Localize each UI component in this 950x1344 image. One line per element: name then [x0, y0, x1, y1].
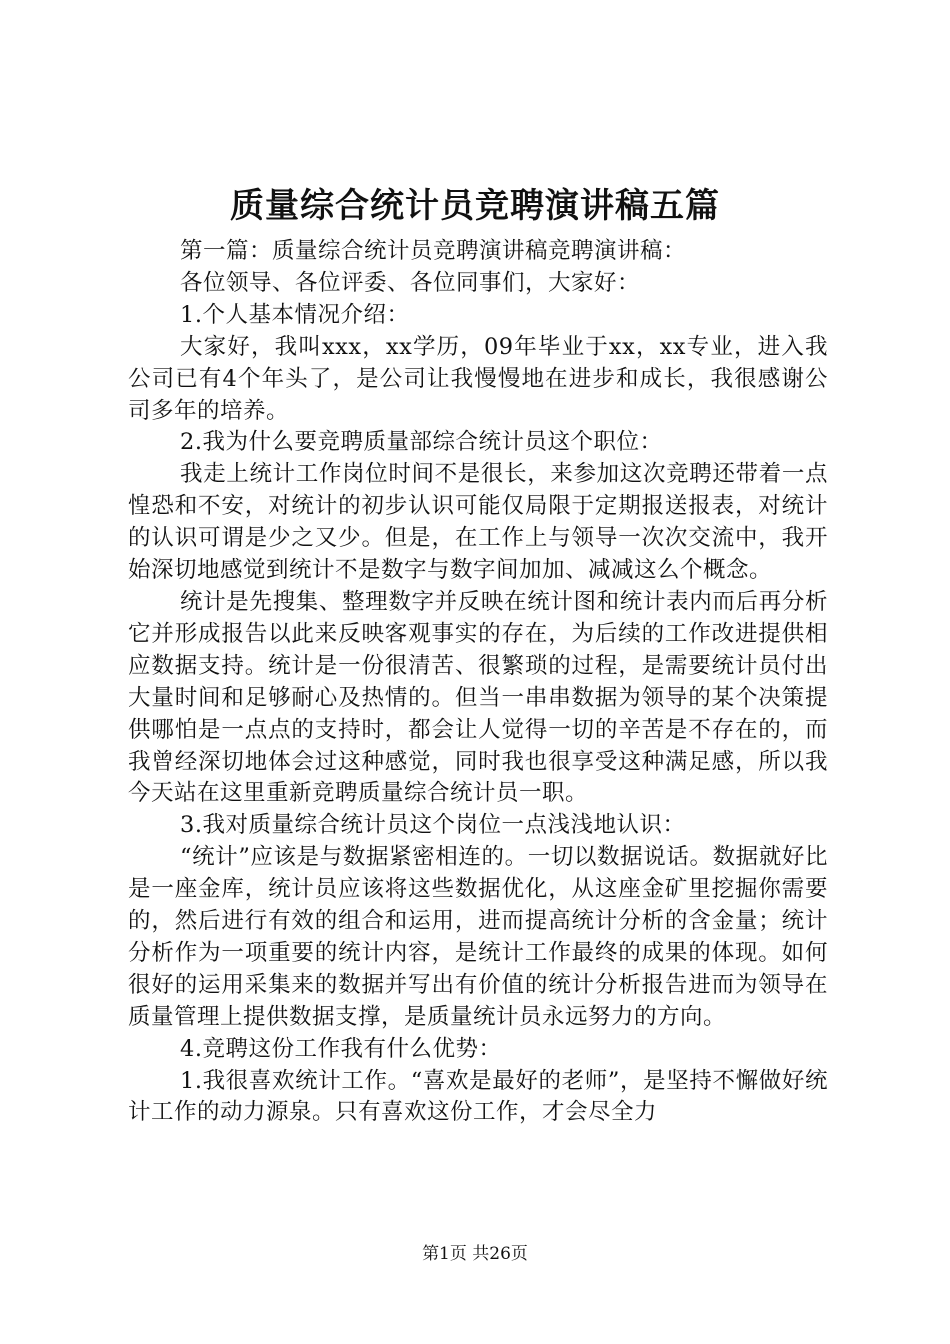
- document-title: 质量综合统计员竞聘演讲稿五篇: [230, 186, 720, 226]
- paragraph: “统计”应该是与数据紧密相连的。一切以数据说话。数据就好比是一座金库，统计员应该将这些数据优化，从这座金矿里挖掘你需要的，然后进行有效的组合和运用，进而提高统计分析的含金量；统计分析作为一项重要的统计内容，是统计工作最终的成果的体现。如何很好的运用采集来的数据并写出有价值的统计分析报告进而为领导在质量管理上提供数据支撑，是质量统计员永远努力的方向。: [128, 844, 828, 1030]
- paragraph: 4.竞聘这份工作我有什么优势：: [180, 1035, 502, 1062]
- paragraph: 统计是先搜集、整理数字并反映在统计图和统计表内而后再分析它并形成报告以此来反映客观事实的存在，为后续的工作改进提供相应数据支持。统计是一份很清苦、很繁琐的过程，是需要统计员付出大量时间和足够耐心及热情的。但当一串串数据为领导的某个决策提供哪怕是一点点的支持时，都会让人觉得一切的辛苦是不存在的，而我曾经深切地体会过这种感觉，同时我也很享受这种满足感，所以我今天站在这里重新竞聘质量综合统计员一职。: [128, 588, 828, 807]
- paragraph: 1.我很喜欢统计工作。“喜欢是最好的老师”，是坚持不懈做好统计工作的动力源泉。只有喜欢这份工作，才会尽全力: [128, 1067, 828, 1126]
- paragraph: 大家好，我叫xxx，xx学历，09年毕业于xx，xx专业，进入我公司已有4个年头了，是公司让我慢慢地在进步和成长，我很感谢公司多年的培养。: [128, 333, 828, 424]
- paragraph: 1.个人基本情况介绍：: [180, 301, 410, 328]
- paragraph: 3.我对质量综合统计员这个岗位一点浅浅地认识：: [180, 812, 686, 839]
- document-body: [128, 236, 828, 1129]
- paragraph: 2.我为什么要竞聘质量部综合统计员这个职位：: [180, 429, 663, 456]
- paragraph: 我走上统计工作岗位时间不是很长，来参加这次竞聘还带着一点惶恐和不安，对统计的初步认识可能仅局限于定期报送报表，对统计的认识可谓是少之又少。但是，在工作上与领导一次次交流中，我开始深切地感觉到统计不是数字与数字间加加、减减这么个概念。: [128, 461, 828, 584]
- paragraph: 各位领导、各位评委、各位同事们，大家好：: [180, 269, 641, 296]
- paragraph: 第一篇：质量综合统计员竞聘演讲稿竞聘演讲稿：: [180, 238, 687, 264]
- page-footer: 第1页 共26页: [422, 1244, 528, 1264]
